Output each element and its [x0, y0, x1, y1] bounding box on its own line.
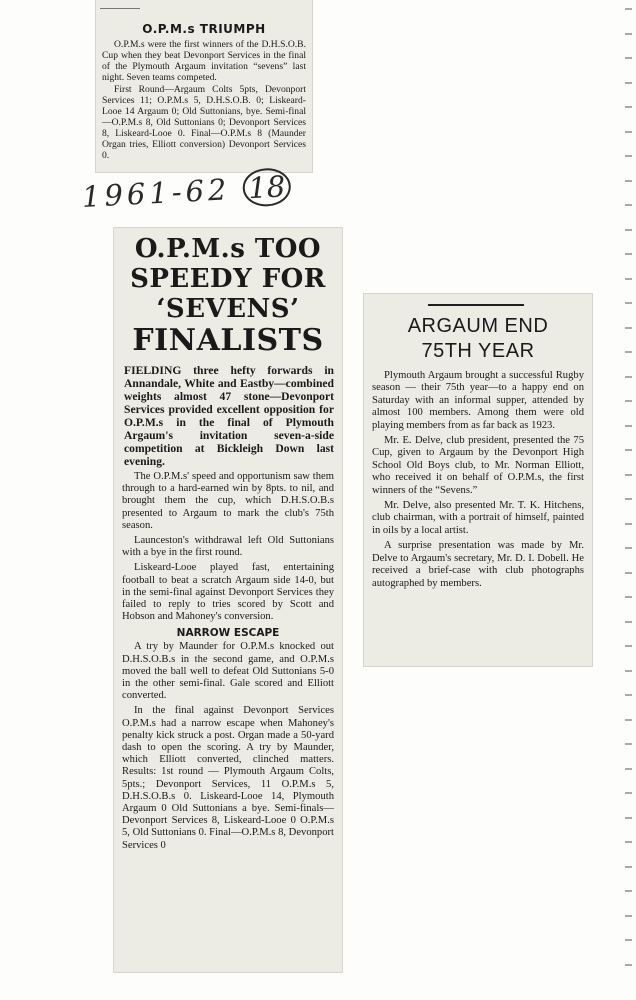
handwritten-season-note [81, 167, 292, 216]
binder-edge-mark [625, 57, 632, 59]
clip1-results: First Round—Argaum Colts 5pts, Devonport Services 11; O.P.M.s 5, D.H.S.O.B. 0; Liskeard-Looe 14 Argaum 0; Old Suttonians, bye. Semi-final—O.P.M.s 8, Old Suttonians 0; Devonport Services 8, Liskeard-Looe 0. Final—O.P.M.s 8 (Maunder Organ tries, Elliott conversion) Devonport Services 0. [102, 84, 306, 161]
binder-edge-mark [625, 547, 632, 549]
clip3-paragraph-3: Mr. Delve, also presented Mr. T. K. Hitchens, club chairman, with a portrait of himself, painted in oils by a local artist. [372, 500, 584, 536]
binder-edge-mark [625, 768, 632, 770]
circled-number: 18 [241, 167, 292, 208]
clip1-headline: O.P.M.s TRIUMPH [142, 22, 266, 36]
clipping-argaum-end-75th-year [364, 294, 592, 666]
binder-edge-mark [625, 204, 632, 206]
binder-edge-mark [625, 596, 632, 598]
binder-edge-marks [624, 8, 632, 988]
binder-edge-mark [625, 572, 632, 574]
binder-edge-mark [625, 229, 632, 231]
binder-edge-mark [625, 817, 632, 819]
binder-edge-mark [625, 449, 632, 451]
binder-edge-mark [625, 33, 632, 35]
clip2-headline-line-4: FINALISTS [132, 323, 324, 358]
binder-edge-mark [625, 278, 632, 280]
clip3-paragraph-4: A surprise presentation was made by Mr. Delve to Argaum's secretary, Mr. D. I. Dobell. He received a brief-case with club photographs autographed by members. [372, 540, 584, 589]
clip3-headline [364, 314, 592, 364]
clip2-paragraph-5: In the final against Devonport Services O.P.M.s had a narrow escape when Mahoney's penalty kick struck a post. Organ made a 50-yard dash to open the scoring. A try by Maunder, which Elliott converted, clinched matters. Results: 1st round — Plymouth Argaum Colts, 5pts.; Devonport Services, 11 O.P.M.s 5, D.H.S.O.B.s 0. Liskeard-Looe 14, Plymouth Argaum 0 Old Suttonians a bye. Semi-finals—Devonport Services 8, Liskeard-Looe 0 O.P.M.s 5, Old Suttonians 0. Final—O.P.M.s 8, Devonport Services 0 [122, 705, 334, 851]
clip2-headline-line-1: O.P.M.s TOO [134, 234, 322, 264]
binder-edge-mark [625, 131, 632, 133]
binder-edge-mark [625, 841, 632, 843]
binder-edge-mark [625, 82, 632, 84]
clip2-paragraph-4: A try by Maunder for O.P.M.s knocked out D.H.S.O.B.s in the second game, and O.P.M.s moved the ball well to defeat Old Suttonians 5-0 in the other semi-final. Gale scored and Elliott converted. [122, 641, 334, 702]
clip1-paragraph-1: O.P.M.s were the first winners of the D.H.S.O.B. Cup when they beat Devonport Services in the final of the Plymouth Argaum invitation “sevens” last night. Seven teams competed. [102, 39, 306, 83]
clip2-headline-line-3: ‘SEVENS’ [156, 294, 300, 324]
binder-edge-mark [625, 376, 632, 378]
binder-edge-mark [625, 890, 632, 892]
binder-edge-mark [625, 670, 632, 672]
binder-edge-mark [625, 523, 632, 525]
binder-edge-mark [625, 498, 632, 500]
binder-edge-mark [625, 694, 632, 696]
binder-edge-mark [625, 792, 632, 794]
binder-edge-mark [625, 866, 632, 868]
binder-edge-mark [625, 327, 632, 329]
binder-edge-mark [625, 939, 632, 941]
binder-edge-mark [625, 743, 632, 745]
clip3-top-rule [428, 304, 524, 306]
clip2-subhead: NARROW ESCAPE [176, 627, 280, 640]
clip2-paragraph-2: Launceston's withdrawal left Old Suttonians with a bye in the first round. [122, 535, 334, 559]
clip2-headline-line-2: SPEEDY FOR [130, 264, 326, 294]
binder-edge-mark [625, 719, 632, 721]
clip2-paragraph-1: The O.P.M.s' speed and opportunism saw them through to a hard-earned win by 8pts. to nil, and brought them the cup, which D.H.S.O.B.s presented to Argaum to mark the club's 75th season. [122, 471, 334, 531]
binder-edge-mark [625, 915, 632, 917]
clip2-paragraph-3: Liskeard-Looe played fast, entertaining football to beat a scratch Argaum side 14-0, but in the semi-final against Devonport Services they failed to reply to tries scored by Scott and Hobson and Mahoney's conversion. [122, 562, 334, 623]
clip3-headline-line-2: 75TH YEAR [421, 340, 535, 362]
clip3-paragraph-1: Plymouth Argaum brought a successful Rugby season — their 75th year—to a happy end on Saturday with an informal supper, attended by almost 100 members. Among them were old playing members from as far back as 1923. [372, 370, 584, 431]
binder-edge-mark [625, 400, 632, 402]
clipping-opms-triumph [96, 0, 312, 172]
clip3-headline-line-1: ARGAUM END [407, 315, 549, 337]
binder-edge-mark [625, 425, 632, 427]
binder-edge-mark [625, 645, 632, 647]
binder-edge-mark [625, 155, 632, 157]
binder-edge-mark [625, 180, 632, 182]
binder-edge-mark [625, 474, 632, 476]
binder-edge-mark [625, 106, 632, 108]
clip2-lead-paragraph: FIELDING three hefty forwards in Annandale, White and Eastby—combined weights almost 47 stone—Devonport Services provided excellent opposition for O.P.M.s in the final of Plymouth Argaum's invitation seven-a-side competition at Bickleigh Down last evening. [124, 364, 334, 468]
binder-edge-mark [625, 8, 632, 10]
season-label: 1961-62 [81, 172, 232, 214]
binder-edge-mark [625, 253, 632, 255]
binder-edge-mark [625, 351, 632, 353]
binder-edge-mark [625, 621, 632, 623]
clip1-top-rule [100, 8, 140, 9]
clipping-opms-too-speedy [114, 228, 342, 972]
clip3-paragraph-2: Mr. E. Delve, club president, presented the 75 Cup, given to Argaum by the Devonport High School Old Boys club, to Mr. Norman Elliott, who received it on behalf of O.P.M.s, the first winners of the “Sevens.” [372, 435, 584, 496]
binder-edge-mark [625, 964, 632, 966]
clip2-headline [114, 234, 342, 358]
binder-edge-mark [625, 302, 632, 304]
